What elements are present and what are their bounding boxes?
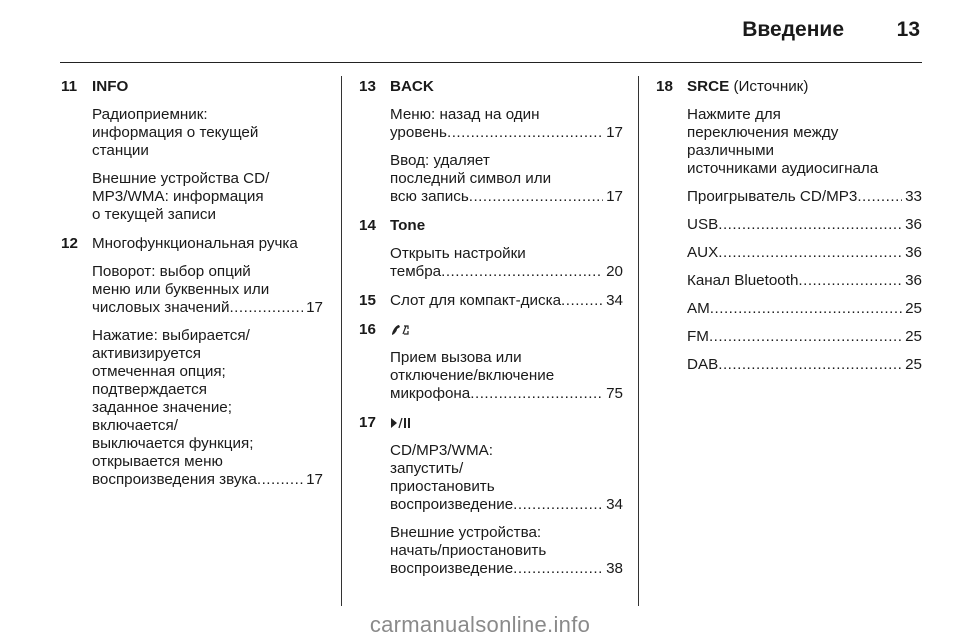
text-line: последний символ или [390, 170, 552, 187]
item-13 [359, 78, 623, 206]
column-divider-1 [341, 76, 342, 606]
item-title: Tone [390, 217, 426, 234]
paragraph [92, 263, 323, 317]
page-number: 13 [896, 18, 920, 41]
text-line: подтверждается [92, 381, 207, 398]
play-pause-icon [390, 416, 412, 430]
phone-mute-icon [390, 323, 410, 337]
text-line: открывается меню [92, 453, 223, 470]
reference-page: 20 [606, 263, 623, 280]
text-line: Внешние устройства CD/ [92, 170, 270, 187]
text-line: MP3/WMA: информация [92, 188, 264, 205]
paragraph [687, 106, 922, 178]
text-line: включается/ [92, 417, 178, 434]
text-line: меню или буквенных или [92, 281, 270, 298]
reference-page: 25 [905, 356, 922, 373]
reference-label: тембра [390, 263, 442, 280]
item-18 [656, 78, 922, 374]
paragraph [390, 245, 623, 281]
item-icon-row [390, 321, 623, 339]
reference-page: 34 [606, 496, 623, 513]
text-line: активизируется [92, 345, 201, 362]
text-line: Радиоприемник: [92, 106, 208, 123]
reference-label: воспроизведение [390, 496, 514, 513]
text-line: Меню: назад на один [390, 106, 540, 123]
page-reference [92, 299, 323, 317]
paragraph [390, 524, 623, 578]
text-line: источниками аудиосигнала [687, 160, 879, 177]
reference-page: 36 [905, 216, 922, 233]
text-line: информация о текущей [92, 124, 259, 141]
reference-label: числовых значений [92, 299, 230, 316]
reference-label: воспроизведения звука [92, 471, 257, 488]
reference-page: 25 [905, 300, 922, 317]
reference-page: 36 [905, 272, 922, 289]
source-entry [687, 300, 922, 318]
text-line: запустить/ [390, 460, 464, 477]
source-entry [687, 356, 922, 374]
item-12 [61, 235, 323, 489]
page-header [60, 0, 922, 63]
reference-page: 34 [606, 292, 623, 309]
paragraph [390, 442, 623, 514]
text-line: приостановить [390, 478, 495, 495]
text-line: различными [687, 142, 775, 159]
text-line: Нажмите для [687, 106, 781, 123]
item-title: BACK [390, 78, 434, 95]
reference-label: USB [687, 216, 719, 233]
page-reference [390, 188, 623, 206]
reference-label: FM [687, 328, 709, 345]
item-number: 15 [359, 292, 376, 309]
source-entry [687, 216, 922, 234]
watermark[interactable]: carmanualsonline.info [369, 612, 591, 637]
text-line: начать/приостановить [390, 542, 547, 559]
paragraph [92, 106, 323, 160]
reference-page: 17 [306, 299, 323, 316]
text-line: отмеченная опция; [92, 363, 226, 380]
item-title: INFO [92, 78, 129, 95]
source-entry [687, 188, 922, 206]
reference-label: Проигрыватель CD/MP3 [687, 188, 858, 205]
text-line: CD/MP3/WMA: [390, 442, 493, 459]
text-line: заданное значение; [92, 399, 232, 416]
reference-label: всю запись [390, 188, 469, 205]
reference-page: 33 [905, 188, 922, 205]
reference-label: Слот для компакт-диска [390, 292, 562, 309]
page-reference [390, 496, 623, 514]
text-line: Прием вызова или [390, 349, 522, 366]
text-line: переключения между [687, 124, 839, 141]
reference-page: 25 [905, 328, 922, 345]
reference-page: 17 [306, 471, 323, 488]
item-icon-row [390, 414, 623, 432]
reference-label: микрофона [390, 385, 471, 402]
item-title-note: (Источник) [733, 78, 809, 95]
reference-page: 36 [905, 244, 922, 261]
item-title: SRCE [687, 78, 730, 95]
item-number: 13 [359, 78, 376, 95]
source-entry [687, 244, 922, 262]
paragraph [92, 327, 323, 489]
text-line: о текущей записи [92, 206, 216, 223]
reference-label: Канал Bluetooth [687, 272, 799, 289]
reference-label: DAB [687, 356, 719, 373]
text-line: Внешние устройства: [390, 524, 542, 541]
reference-label: уровень [390, 124, 447, 141]
column-divider-2 [638, 76, 639, 606]
reference-page: 17 [606, 124, 623, 141]
column-3 [656, 78, 922, 385]
text-line: Ввод: удаляет [390, 152, 490, 169]
reference-label: AM [687, 300, 710, 317]
item-number: 18 [656, 78, 673, 95]
column-2 [359, 78, 623, 589]
page-reference [390, 263, 623, 281]
paragraph [390, 349, 623, 403]
item-number: 11 [61, 78, 78, 95]
source-entry [687, 328, 922, 346]
page-reference [390, 560, 623, 578]
reference-label: AUX [687, 244, 719, 261]
item-number: 17 [359, 414, 376, 431]
item-number: 14 [359, 217, 376, 234]
item-title-row [687, 78, 922, 96]
page-reference [390, 124, 623, 142]
item-number: 16 [359, 321, 376, 338]
item-title: Многофункциональная ручка [92, 235, 298, 252]
paragraph [92, 170, 323, 224]
column-1 [61, 78, 323, 500]
reference-label: воспроизведение [390, 560, 514, 577]
text-line: отключение/включение [390, 367, 555, 384]
text-line: выключается функция; [92, 435, 254, 452]
reference-page: 75 [606, 385, 623, 402]
reference-page: 17 [606, 188, 623, 205]
text-line: Открыть настройки [390, 245, 526, 262]
item-17 [359, 414, 623, 578]
item-11 [61, 78, 323, 224]
reference-page: 38 [606, 560, 623, 577]
page-title: Введение [742, 18, 844, 41]
page-reference [390, 385, 623, 403]
text-line: станции [92, 142, 149, 159]
text-line: Поворот: выбор опций [92, 263, 251, 280]
paragraph [390, 152, 623, 206]
text-line: Нажатие: выбирается/ [92, 327, 250, 344]
item-16 [359, 321, 623, 403]
item-15 [359, 292, 623, 310]
paragraph [390, 106, 623, 142]
page-reference [92, 471, 323, 489]
page-reference [390, 292, 623, 310]
source-entry [687, 272, 922, 290]
item-14 [359, 217, 623, 281]
item-number: 12 [61, 235, 78, 252]
